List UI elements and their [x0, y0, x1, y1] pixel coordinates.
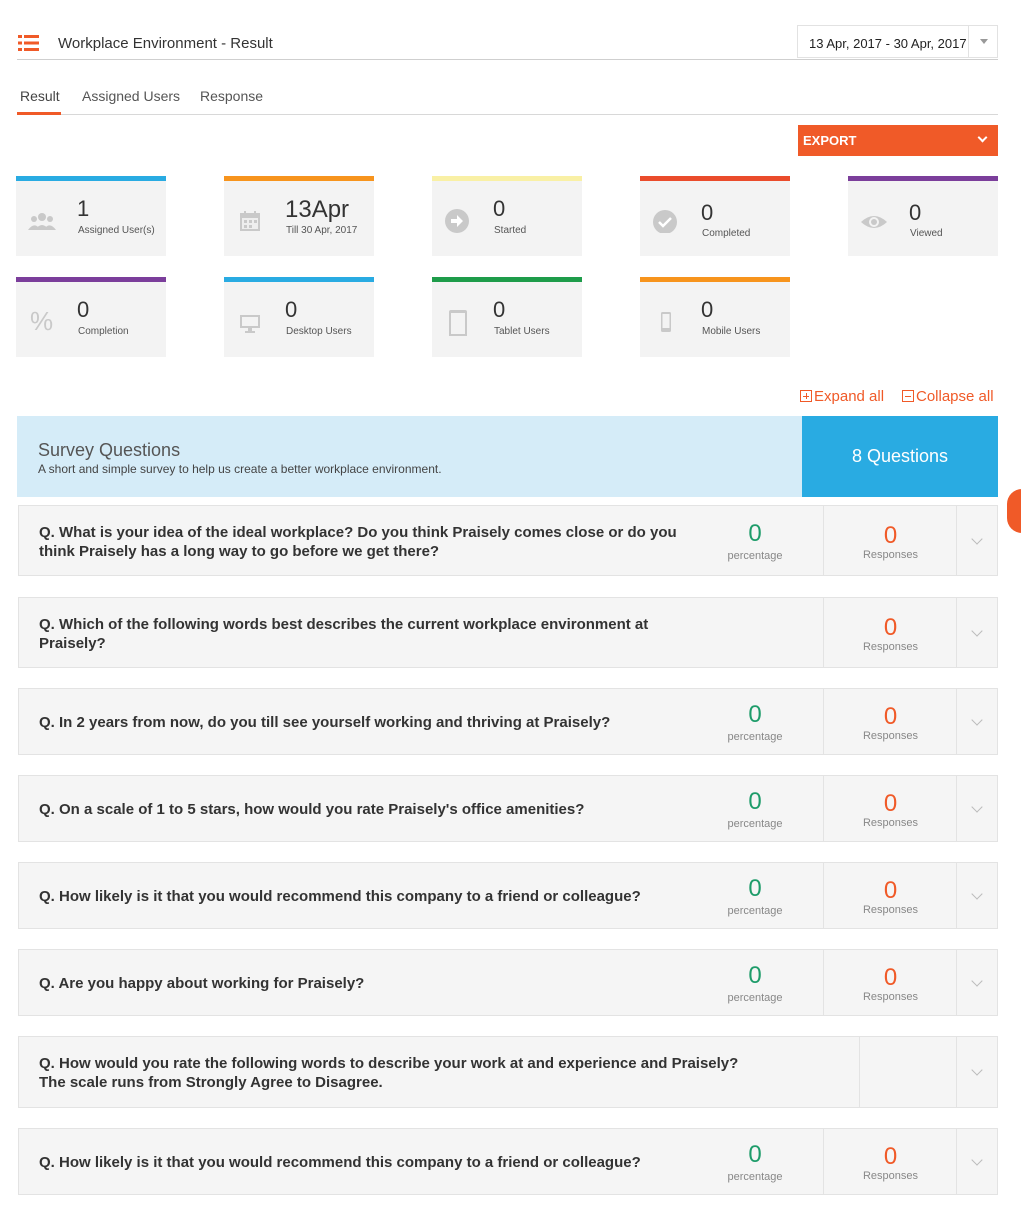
stat-card-completion	[16, 277, 166, 357]
stat-card-mobile-users	[640, 277, 790, 357]
question-text: Q. How likely is it that you would recommend this company to a friend or colleague?	[39, 1154, 641, 1171]
chevron-down-icon[interactable]	[956, 776, 997, 841]
question-text: Q. Are you happy about working for Praisely?	[39, 975, 365, 992]
survey-description: A short and simple survey to help us create a better workplace environment.	[38, 462, 442, 476]
question-text: Q. Which of the following words best describes the current workplace environment at Praisely?	[39, 616, 649, 652]
percentage-label: percentage	[727, 731, 783, 743]
question-text: Q. On a scale of 1 to 5 stars, how would you rate Praisely's office amenities?	[39, 801, 585, 818]
percentage-label: percentage	[727, 550, 783, 562]
date-range-select[interactable]	[797, 25, 998, 58]
responses-box	[823, 506, 957, 575]
percentage-value: 0	[748, 701, 762, 728]
stat-card-completed	[640, 176, 790, 256]
stat-value: 0	[493, 297, 506, 322]
responses-label: Responses	[862, 641, 919, 653]
stat-card-desktop-users	[224, 277, 374, 357]
page-title: Workplace Environment - Result	[58, 35, 273, 52]
chevron-down-icon[interactable]	[956, 506, 997, 575]
stat-value: 0	[909, 200, 922, 225]
tab-assigned-users[interactable]: Assigned Users	[82, 88, 181, 104]
tab-response[interactable]: Response	[200, 88, 264, 104]
stat-label: Completion	[78, 326, 129, 337]
chevron-down-icon[interactable]	[956, 950, 997, 1015]
stat-value: 13Apr	[285, 196, 350, 223]
chevron-down-icon[interactable]	[956, 598, 997, 667]
export-button[interactable]	[798, 125, 998, 156]
expand-all-link[interactable]	[800, 388, 884, 405]
chevron-down-icon[interactable]	[956, 1129, 997, 1194]
question-count: 8 Questions	[802, 416, 998, 497]
responses-box	[823, 1129, 957, 1194]
stat-label: Desktop Users	[286, 326, 352, 337]
tab-result[interactable]: Result	[20, 88, 60, 104]
chevron-down-icon[interactable]	[956, 1037, 997, 1107]
side-tab-handle[interactable]	[1007, 489, 1021, 533]
stat-label: Till 30 Apr, 2017	[286, 225, 358, 236]
responses-box	[823, 598, 957, 667]
check-circle-icon	[652, 209, 680, 233]
stat-card-tablet-users	[432, 277, 582, 357]
tablet-icon	[444, 306, 472, 336]
question-row[interactable]	[18, 1128, 998, 1195]
survey-banner	[17, 416, 998, 497]
date-range-value: 13 Apr, 2017 - 30 Apr, 2017	[809, 36, 967, 51]
question-text: Q. What is your idea of the ideal workplace? Do you think Praisely comes close or do you think Praisely has a long way to go before we get there?	[39, 524, 677, 560]
calendar-icon	[236, 209, 264, 233]
percentage-value: 0	[748, 1141, 762, 1168]
stat-value: 1	[77, 196, 90, 221]
list-menu-icon[interactable]	[18, 35, 39, 51]
active-tab-indicator	[17, 112, 61, 115]
responses-label: Responses	[862, 817, 919, 829]
tab-bar	[17, 86, 998, 115]
question-row[interactable]	[18, 1036, 998, 1108]
collapse-all-label: Collapse all	[916, 388, 994, 405]
question-row[interactable]	[18, 775, 998, 842]
responses-value: 0	[883, 614, 898, 641]
page-header	[17, 24, 998, 60]
responses-value: 0	[883, 877, 898, 904]
responses-value: 0	[883, 964, 898, 991]
stat-label: Tablet Users	[494, 326, 550, 337]
expand-all-label: Expand all	[814, 388, 885, 405]
arrow-circle-icon	[444, 209, 472, 233]
responses-label: Responses	[862, 549, 919, 561]
mobile-icon	[652, 310, 680, 334]
responses-label: Responses	[862, 730, 919, 742]
responses-value: 0	[883, 790, 898, 817]
responses-box	[823, 776, 957, 841]
stat-label: Completed	[702, 228, 751, 239]
chevron-down-icon	[978, 133, 988, 143]
stat-card-started	[432, 176, 582, 256]
stat-value: 0	[77, 297, 90, 322]
percentage-label: percentage	[727, 1171, 783, 1183]
desktop-icon	[236, 310, 264, 334]
eye-icon	[860, 209, 888, 233]
users-icon	[28, 209, 56, 233]
stat-label: Mobile Users	[702, 326, 761, 337]
stat-value: 0	[701, 297, 714, 322]
stat-card-viewed	[848, 176, 998, 256]
responses-box	[823, 863, 957, 928]
percentage-value: 0	[748, 788, 762, 815]
stat-value: 0	[285, 297, 298, 322]
stat-card-assigned-users	[16, 176, 166, 256]
question-row[interactable]	[18, 688, 998, 755]
percentage-label: percentage	[727, 992, 783, 1004]
responses-value: 0	[883, 703, 898, 730]
chevron-down-icon[interactable]	[956, 863, 997, 928]
chevron-down-icon[interactable]	[956, 689, 997, 754]
percentage-label: percentage	[727, 818, 783, 830]
stat-label: Assigned User(s)	[78, 225, 155, 236]
question-text: Q. How likely is it that you would recommend this company to a friend or colleague?	[39, 888, 641, 905]
responses-box	[823, 950, 957, 1015]
question-row[interactable]	[18, 862, 998, 929]
percent-icon: %	[30, 306, 54, 336]
question-row[interactable]	[18, 949, 998, 1016]
survey-title: Survey Questions	[38, 440, 181, 460]
responses-label: Responses	[862, 1170, 919, 1182]
export-label: EXPORT	[803, 133, 857, 148]
responses-box	[823, 689, 957, 754]
question-row[interactable]	[18, 505, 998, 576]
stat-card-date	[224, 176, 374, 256]
stat-value: 0	[701, 200, 714, 225]
responses-label: Responses	[862, 991, 919, 1003]
question-text: Q. In 2 years from now, do you till see yourself working and thriving at Praisely?	[39, 714, 611, 731]
minus-box-icon	[902, 390, 914, 402]
responses-value: 0	[883, 1143, 898, 1170]
question-text: Q. How would you rate the following words to describe your work at and experience and Praisely? The scale runs from Strongly Agree to Disagree.	[39, 1055, 739, 1091]
stat-label: Viewed	[910, 228, 943, 239]
responses-value: 0	[883, 522, 898, 549]
percentage-value: 0	[748, 520, 762, 547]
responses-box	[859, 1037, 957, 1107]
stat-value: 0	[493, 196, 506, 221]
collapse-all-link[interactable]	[902, 388, 994, 405]
percentage-value: 0	[748, 962, 762, 989]
plus-box-icon	[800, 390, 812, 402]
percentage-label: percentage	[727, 905, 783, 917]
chevron-down-icon[interactable]	[968, 26, 997, 57]
stat-label: Started	[494, 225, 527, 236]
question-row[interactable]	[18, 597, 998, 668]
responses-label: Responses	[862, 904, 919, 916]
percentage-value: 0	[748, 875, 762, 902]
